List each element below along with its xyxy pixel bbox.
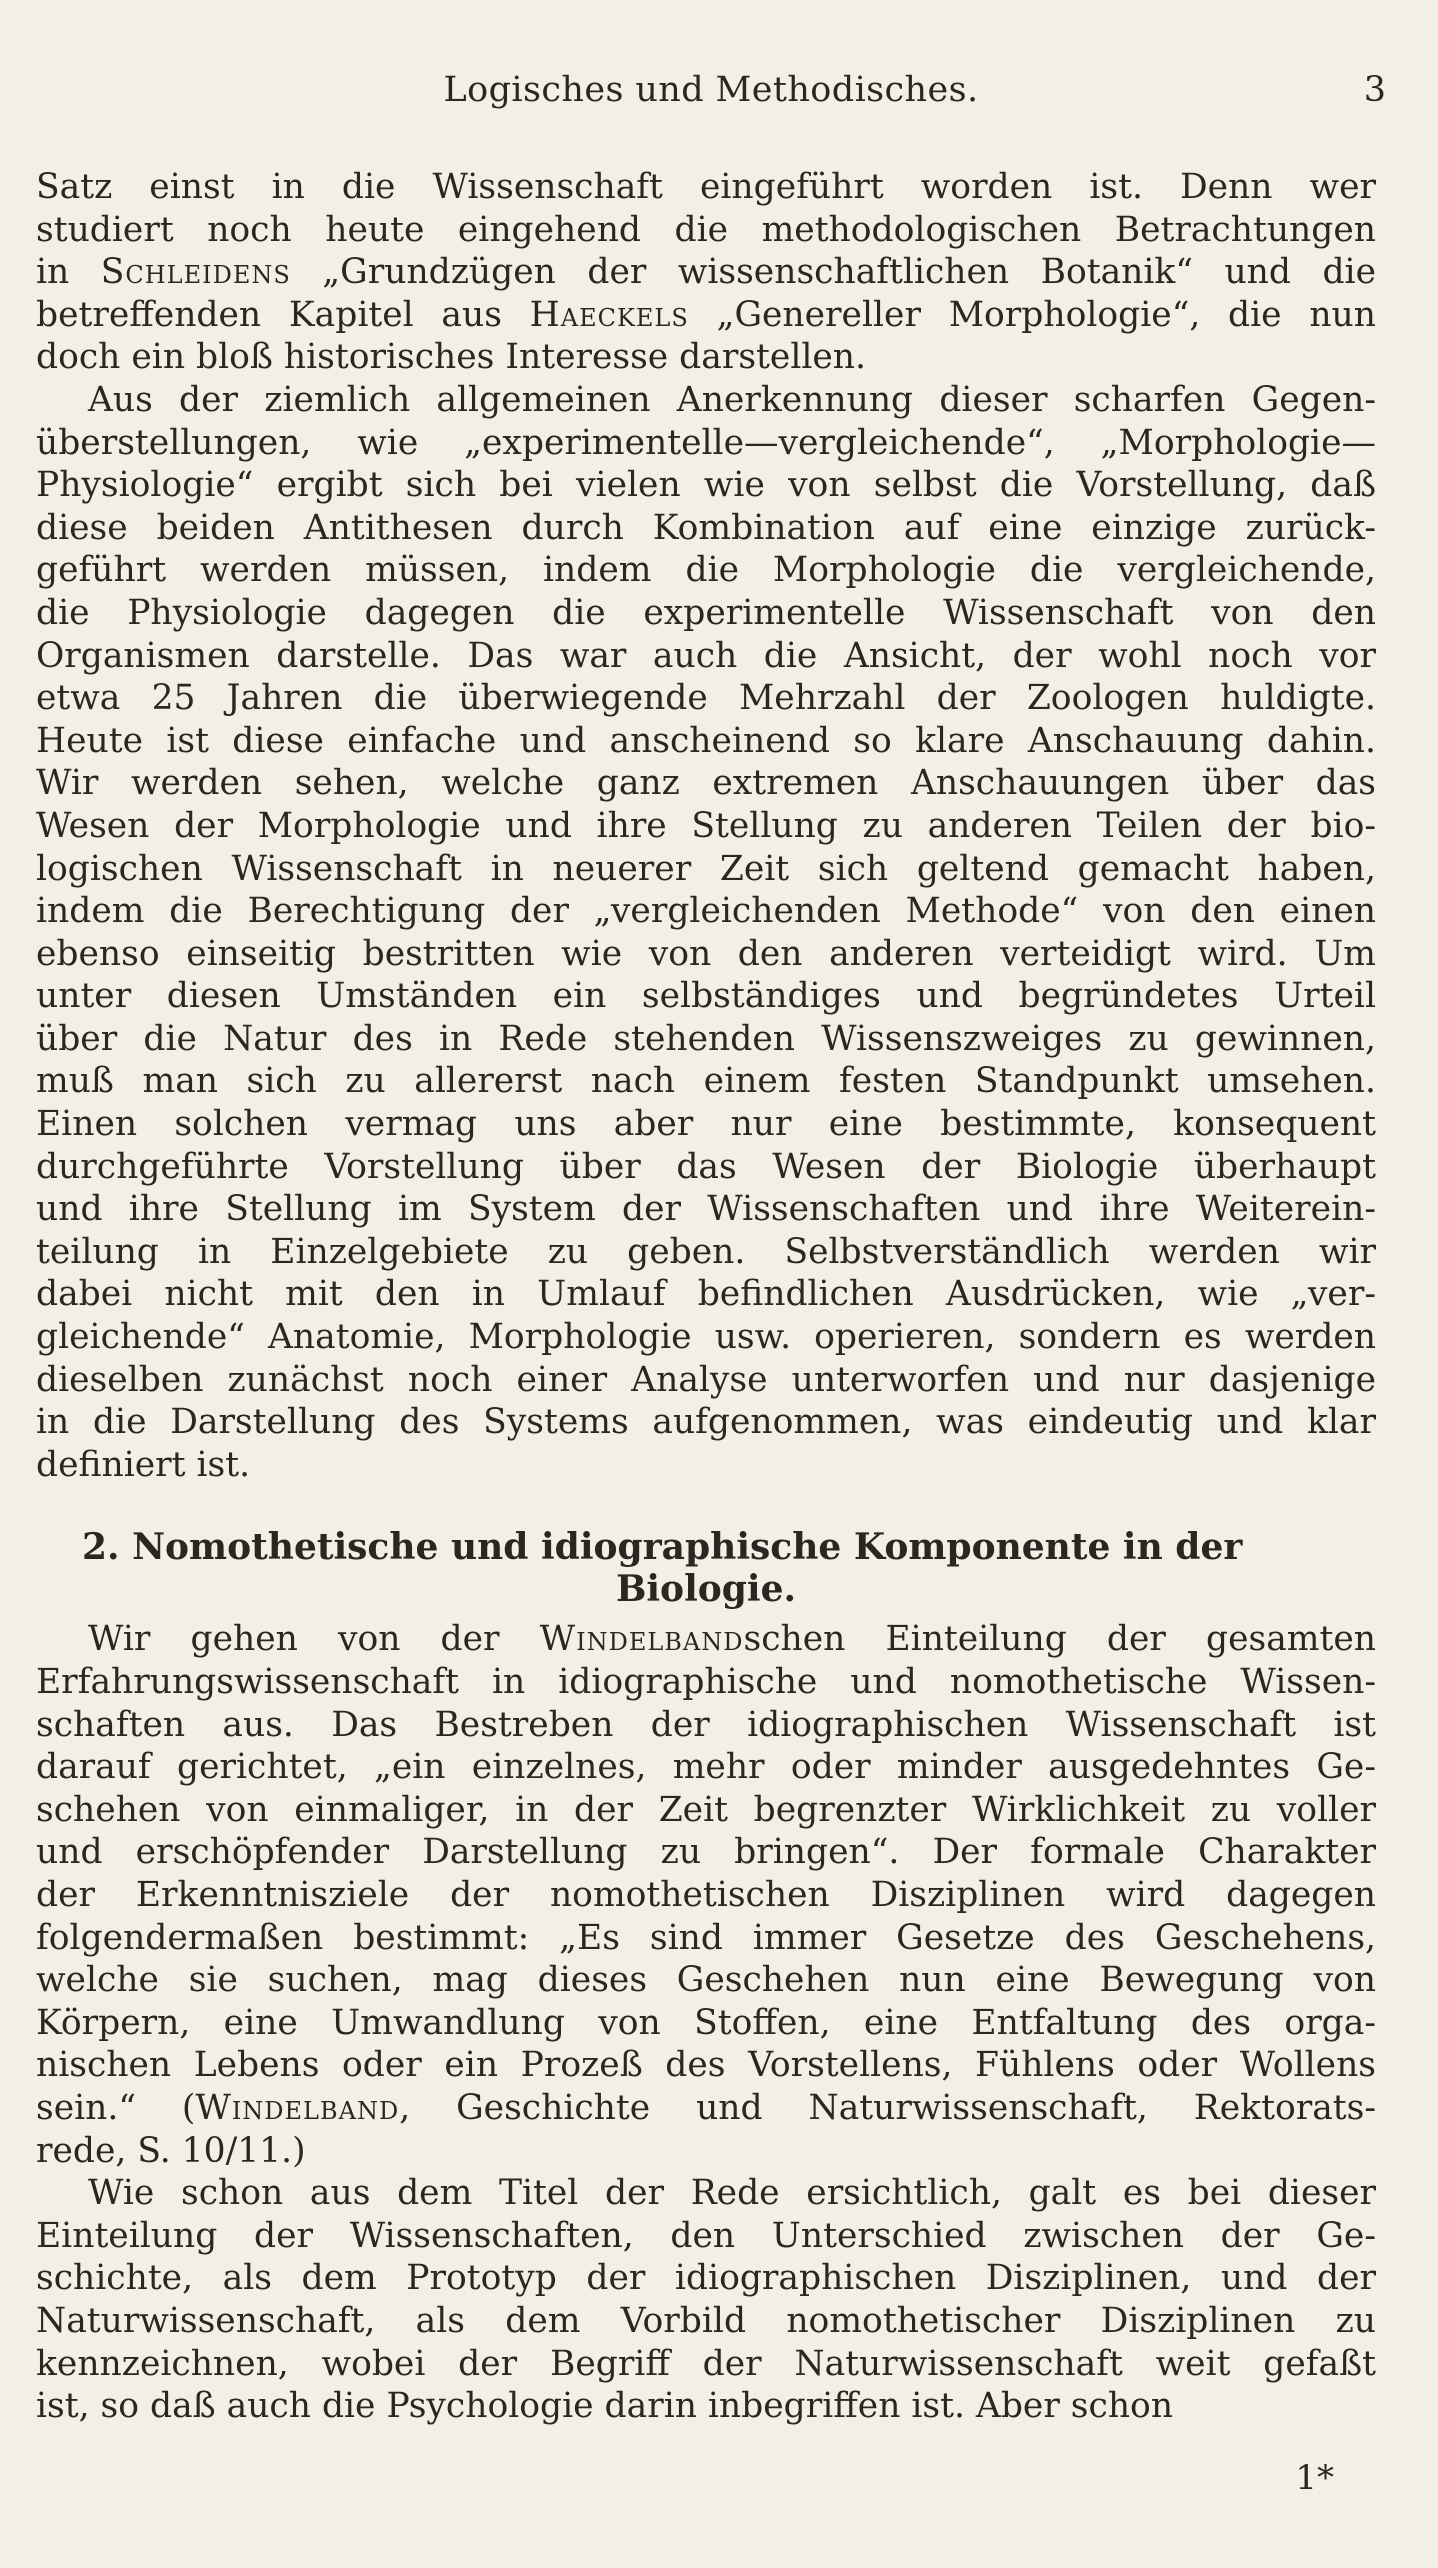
text-line: schaften aus. Das Bestreben der idiographischen Wissenschaft ist [36,1704,1376,1745]
text-line: darauf gerichtet, „ein einzelnes, mehr oder minder ausgedehntes Ge- [36,1747,1376,1788]
text-line: studiert noch heute eingehend die methodologischen Betrachtungen [36,209,1376,250]
text-line: Erfahrungswissenschaft in idiographische und nomothetische Wissen- [36,1662,1376,1702]
text-line: unter diesen Umständen ein selbständiges und begründetes Urteil [36,976,1376,1017]
text-segment: betreffenden Kapitel aus [36,294,530,335]
text-segment: in [36,252,101,293]
text-line [36,1618,1376,1661]
text-line: Physiologie“ ergibt sich bei vielen wie von selbst die Vorstellung, daß [36,465,1376,506]
text-line: überstellungen, wie „experimentelle—vergleichende“, „Morphologie— [36,422,1376,463]
text-segment: sein.“ ( [36,2087,196,2128]
text-line: Wie schon aus dem Titel der Rede ersichtlich, galt es bei dieser [88,2173,1376,2214]
text-line: in die Darstellung des Systems aufgenommen, was eindeutig und klar [36,1402,1376,1443]
text-line: geführt werden müssen, indem die Morphologie die vergleichende, [36,550,1376,591]
text-line: kennzeichnen, wobei der Begriff der Naturwissenschaft weit gefaßt [36,2343,1376,2384]
text-line: teilung in Einzelgebiete zu geben. Selbstverständlich werden wir [36,1231,1376,1272]
text-line: Satz einst in die Wissenschaft eingeführt worden ist. Denn wer [36,167,1376,207]
text-line: durchgeführte Vorstellung über das Wesen der Biologie überhaupt [36,1146,1376,1187]
text-line: Einteilung der Wissenschaften, den Unterschied zwischen der Ge- [36,2215,1376,2256]
author-name: Haeckels [529,294,689,335]
section-heading-continuation: Biologie. [615,1568,797,1611]
text-line: logischen Wissenschaft in neuerer Zeit sich geltend gemacht haben, [36,848,1376,889]
text-line: die Physiologie dagegen die experimentelle Wissenschaft von den [36,592,1376,633]
text-line: Heute ist diese einfache und anscheinend so klare Anschauung dahin. [36,720,1376,761]
text-line: indem die Berechtigung der „vergleichenden Methode“ von den einen [36,891,1376,932]
text-line: schichte, als dem Prototyp der idiographischen Disziplinen, und der [36,2258,1376,2299]
text-line: gleichende“ Anatomie, Morphologie usw. operieren, sondern es werden [36,1317,1376,1358]
text-line: nischen Lebens oder ein Prozeß des Vorstellens, Fühlens oder Wollens [36,2045,1376,2086]
section-heading: 2. Nomothetische und idiographische Komponente in der [82,1526,1243,1569]
text-line: diese beiden Antithesen durch Kombination auf eine einzige zurück- [36,507,1376,548]
text-line: Wesen der Morphologie und ihre Stellung zu anderen Teilen der bio- [36,805,1376,846]
text-line: der Erkenntnisziele der nomothetischen Disziplinen wird dagegen [36,1874,1376,1915]
text-segment: Wir gehen von der [88,1619,540,1660]
text-line: und erschöpfender Darstellung zu bringen“. Der formale Charakter [36,1832,1376,1873]
running-head [36,70,1386,120]
text-line: über die Natur des in Rede stehenden Wissenszweiges zu gewinnen, [36,1018,1376,1059]
text-line: etwa 25 Jahren die überwiegende Mehrzahl der Zoologen huldigte. [36,678,1376,719]
text-line: Einen solchen vermag uns aber nur eine bestimmte, konsequent [36,1104,1376,1145]
text-line: ebenso einseitig bestritten wie von den anderen verteidigt wird. Um [36,933,1376,974]
author-name: Windelband [195,2087,400,2128]
text-line [36,2087,1376,2130]
running-title: Logisches und Methodisches. [443,70,979,110]
text-line: dieselben zunächst noch einer Analyse unterworfen und nur dasjenige [36,1359,1376,1400]
text-line: Körpern, eine Umwandlung von Stoffen, eine Entfaltung des orga- [36,2002,1376,2043]
paragraph-block-2 [36,1618,1376,2427]
author-name: Windelband [539,1619,744,1660]
text-line: definiert ist. [36,1444,251,1485]
text-line: ist, so daß auch die Psychologie darin inbegriffen ist. Aber schon [36,2386,1174,2427]
text-line: Aus der ziemlich allgemeinen Anerkennung dieser scharfen Gegen- [88,379,1376,420]
text-line: rede, S. 10/11.) [36,2130,306,2171]
author-name: Schleidens [100,252,291,293]
text-segment: „Grundzügen der wissenschaftlichen Botanik“ und die [290,252,1376,293]
text-line [36,251,1376,294]
text-line: Wir werden sehen, welche ganz extremen Anschauungen über das [36,763,1376,804]
text-line: Organismen darstelle. Das war auch die Ansicht, der wohl noch vor [36,635,1376,676]
text-line: doch ein bloß historisches Interesse darstellen. [36,337,866,378]
paragraph-block-1 [36,166,1376,1486]
signature-mark: 1* [1295,2458,1334,2498]
text-line: folgendermaßen bestimmt: „Es sind immer Gesetze des Geschehens, [36,1917,1376,1958]
text-line: schehen von einmaliger, in der Zeit begrenzter Wirklichkeit zu voller [36,1789,1376,1830]
text-body [36,166,1376,2428]
text-segment: , Geschichte und Naturwissenschaft, Rektorats- [399,2087,1377,2128]
text-line: Naturwissenschaft, als dem Vorbild nomothetischer Disziplinen zu [36,2300,1376,2341]
text-line: muß man sich zu allererst nach einem festen Standpunkt umsehen. [36,1061,1376,1102]
text-segment: „Genereller Morphologie“, die nun [688,294,1376,335]
text-line [36,294,1376,337]
page-number: 3 [1363,70,1386,110]
text-line: und ihre Stellung im System der Wissenschaften und ihre Weiterein- [36,1189,1376,1230]
text-segment: schen Einteilung der gesamten [743,1619,1376,1660]
text-line: welche sie suchen, mag dieses Geschehen nun eine Bewegung von [36,1960,1376,2001]
text-line: dabei nicht mit den in Umlauf befindlichen Ausdrücken, wie „ver- [36,1274,1376,1315]
